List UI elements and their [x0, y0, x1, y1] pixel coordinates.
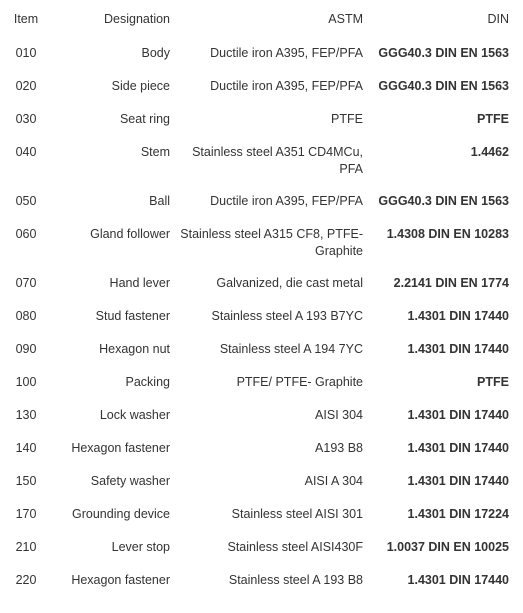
cell-din: 1.4462: [470, 145, 509, 159]
cell-din: GGG40.3 DIN EN 1563: [378, 194, 509, 208]
cell-astm: Stainless steel A 193 B8: [228, 573, 363, 587]
cell-designation: Safety washer: [90, 474, 170, 488]
table-row: [0, 368, 523, 401]
table-header: [0, 0, 523, 39]
cell-item: 170: [15, 507, 37, 521]
cell-designation: Side piece: [111, 79, 170, 93]
cell-astm: PTFE/ PTFE- Graphite: [236, 375, 363, 389]
cell-astm: AISI 304: [315, 408, 363, 422]
cell-designation: Body: [141, 46, 170, 60]
cell-din: GGG40.3 DIN EN 1563: [378, 79, 509, 93]
header-astm: ASTM: [328, 12, 363, 26]
header-din: DIN: [487, 12, 509, 26]
table-row: [0, 401, 523, 434]
cell-din: 1.4301 DIN 17224: [407, 507, 509, 521]
cell-item: 090: [15, 342, 37, 356]
table-row: [0, 302, 523, 335]
table-row: [0, 533, 523, 566]
cell-designation: Lever stop: [111, 540, 170, 554]
cell-astm: Stainless steel AISI 301: [231, 507, 363, 521]
cell-item: 020: [15, 79, 37, 93]
table-row: [0, 500, 523, 533]
table-row: [0, 105, 523, 138]
cell-item: 040: [15, 145, 37, 159]
table-row: [0, 467, 523, 500]
cell-designation: Gland follower: [90, 227, 170, 241]
cell-designation: Lock washer: [99, 408, 170, 422]
table-row: [0, 269, 523, 302]
cell-din: 1.4301 DIN 17440: [407, 441, 509, 455]
cell-item: 100: [15, 375, 37, 389]
cell-designation: Stem: [140, 145, 170, 159]
cell-astm: Stainless steel A315 CF8, PTFE-Graphite: [180, 227, 363, 258]
header-item: Item: [13, 12, 39, 26]
cell-item: 010: [15, 46, 37, 60]
table-row: [0, 187, 523, 220]
cell-din: 1.4301 DIN 17440: [407, 309, 509, 323]
cell-din: PTFE: [477, 375, 509, 389]
cell-item: 220: [15, 573, 37, 587]
cell-din: 1.4301 DIN 17440: [407, 474, 509, 488]
cell-astm: Stainless steel A 194 7YC: [219, 342, 363, 356]
table-row: [0, 220, 523, 269]
cell-astm: Ductile iron A395, FEP/PFA: [210, 79, 363, 93]
table-row: [0, 39, 523, 72]
cell-din: PTFE: [477, 112, 509, 126]
cell-designation: Grounding device: [72, 507, 170, 521]
cell-din: 1.4301 DIN 17440: [407, 408, 509, 422]
cell-astm: Ductile iron A395, FEP/PFA: [210, 46, 363, 60]
cell-item: 080: [15, 309, 37, 323]
cell-astm: A193 B8: [315, 441, 363, 455]
table-row: [0, 335, 523, 368]
table-row: [0, 434, 523, 467]
cell-astm: PTFE: [331, 112, 363, 126]
cell-din: GGG40.3 DIN EN 1563: [378, 46, 509, 60]
table-row: [0, 566, 523, 599]
cell-designation: Hand lever: [109, 276, 170, 290]
cell-item: 050: [15, 194, 37, 208]
cell-astm: Ductile iron A395, FEP/PFA: [210, 194, 363, 208]
cell-item: 140: [15, 441, 37, 455]
cell-designation: Hexagon fastener: [71, 441, 170, 455]
cell-astm: Stainless steel AISI430F: [227, 540, 363, 554]
cell-designation: Ball: [149, 194, 170, 208]
cell-designation: Stud fastener: [95, 309, 170, 323]
cell-astm: Galvanized, die cast metal: [216, 276, 363, 290]
cell-astm: Stainless steel A351 CD4MCu, PFA: [192, 145, 363, 176]
cell-designation: Seat ring: [119, 112, 170, 126]
cell-din: 1.0037 DIN EN 10025: [386, 540, 509, 554]
table-body: [0, 39, 523, 599]
header-row: [0, 0, 523, 39]
cell-item: 070: [15, 276, 37, 290]
cell-designation: Hexagon fastener: [71, 573, 170, 587]
cell-din: 1.4301 DIN 17440: [407, 573, 509, 587]
cell-din: 2.2141 DIN EN 1774: [393, 276, 509, 290]
cell-designation: Packing: [125, 375, 170, 389]
header-designation: Designation: [103, 12, 170, 26]
cell-din: 1.4308 DIN EN 10283: [386, 227, 509, 241]
cell-din: 1.4301 DIN 17440: [407, 342, 509, 356]
cell-designation: Hexagon nut: [99, 342, 170, 356]
cell-item: 130: [15, 408, 37, 422]
table-row: [0, 72, 523, 105]
cell-astm: AISI A 304: [304, 474, 363, 488]
cell-item: 060: [15, 227, 37, 241]
cell-item: 030: [15, 112, 37, 126]
cell-item: 150: [15, 474, 37, 488]
table-row: [0, 138, 523, 187]
cell-astm: Stainless steel A 193 B7YC: [211, 309, 363, 323]
cell-item: 210: [15, 540, 37, 554]
